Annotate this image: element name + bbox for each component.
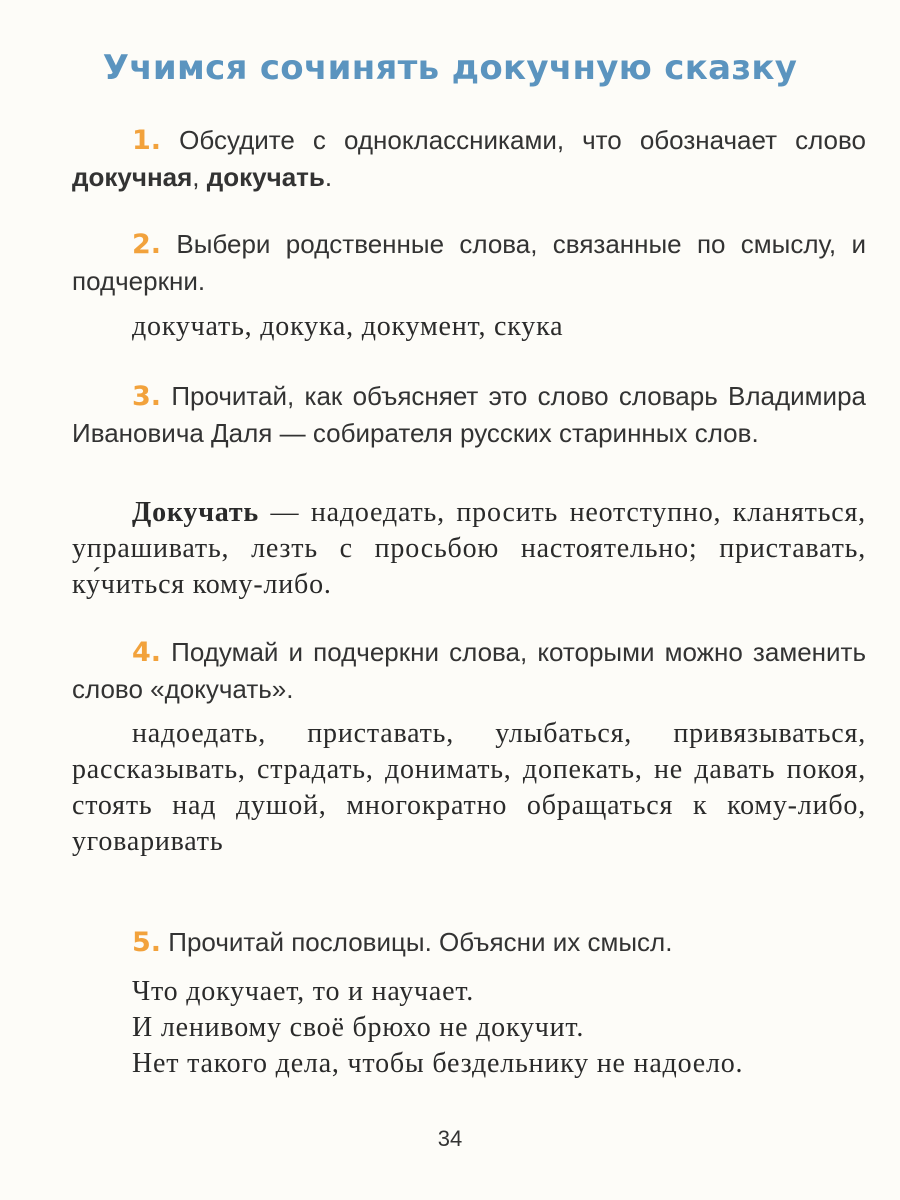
word-list-text: докучать, докука, документ, скука (132, 311, 564, 342)
definition-term: Докучать (132, 497, 260, 528)
synonym-list (72, 716, 866, 860)
task-number: 3. (132, 381, 162, 412)
task-4 (72, 634, 866, 707)
task-text: Выбери родственные слова, связанные по смыслу, и подчеркни. (72, 229, 866, 296)
task-2 (72, 226, 866, 299)
proverb-3: Нет такого дела, чтобы бездельнику не надоело. (132, 1048, 744, 1079)
term-dokuchat: докучать (206, 162, 325, 192)
synonym-list-text: надоедать, приставать, улыбаться, привязываться, рассказывать, страдать, донимать, допекать, не давать покоя, стоять над душой, многократно обращаться к кому-либо, уговаривать (72, 718, 866, 857)
task-text: Подумай и подчеркни слова, которыми можно заменить слово «докучать». (72, 637, 866, 704)
task-3 (72, 378, 866, 451)
task-number: 4. (132, 637, 162, 668)
proverb-1: Что докучает, то и научает. (132, 976, 475, 1007)
proverbs (72, 974, 866, 1082)
task-number: 5. (132, 927, 162, 958)
page-number: 34 (437, 1126, 463, 1151)
task-text: Прочитай пословицы. Объясни их смысл. (168, 927, 673, 957)
task-number: 2. (132, 229, 162, 260)
word-list (72, 309, 866, 345)
term-dokuchnaya: докучная (72, 162, 193, 192)
task-1 (72, 122, 866, 195)
task-text: Обсудите с одноклассниками, что обозначает слово (179, 125, 866, 155)
separator: , (192, 162, 207, 192)
task-5 (72, 924, 866, 961)
definition-text: — надоедать, просить неотступно, кланяться, упрашивать, лезть с просьбою настоятельно; приставать, ку́читься кому-либо. (72, 497, 866, 600)
task-text: Прочитай, как объясняет это слово словарь Владимира Ивановича Даля — собирателя русских старинных слов. (72, 381, 866, 448)
period: . (324, 162, 333, 192)
page-title: Учимся сочинять докучную сказку (102, 48, 798, 88)
proverb-2: И ленивому своё брюхо не докучит. (132, 1012, 585, 1043)
dictionary-definition (72, 495, 866, 603)
task-number: 1. (132, 125, 162, 156)
